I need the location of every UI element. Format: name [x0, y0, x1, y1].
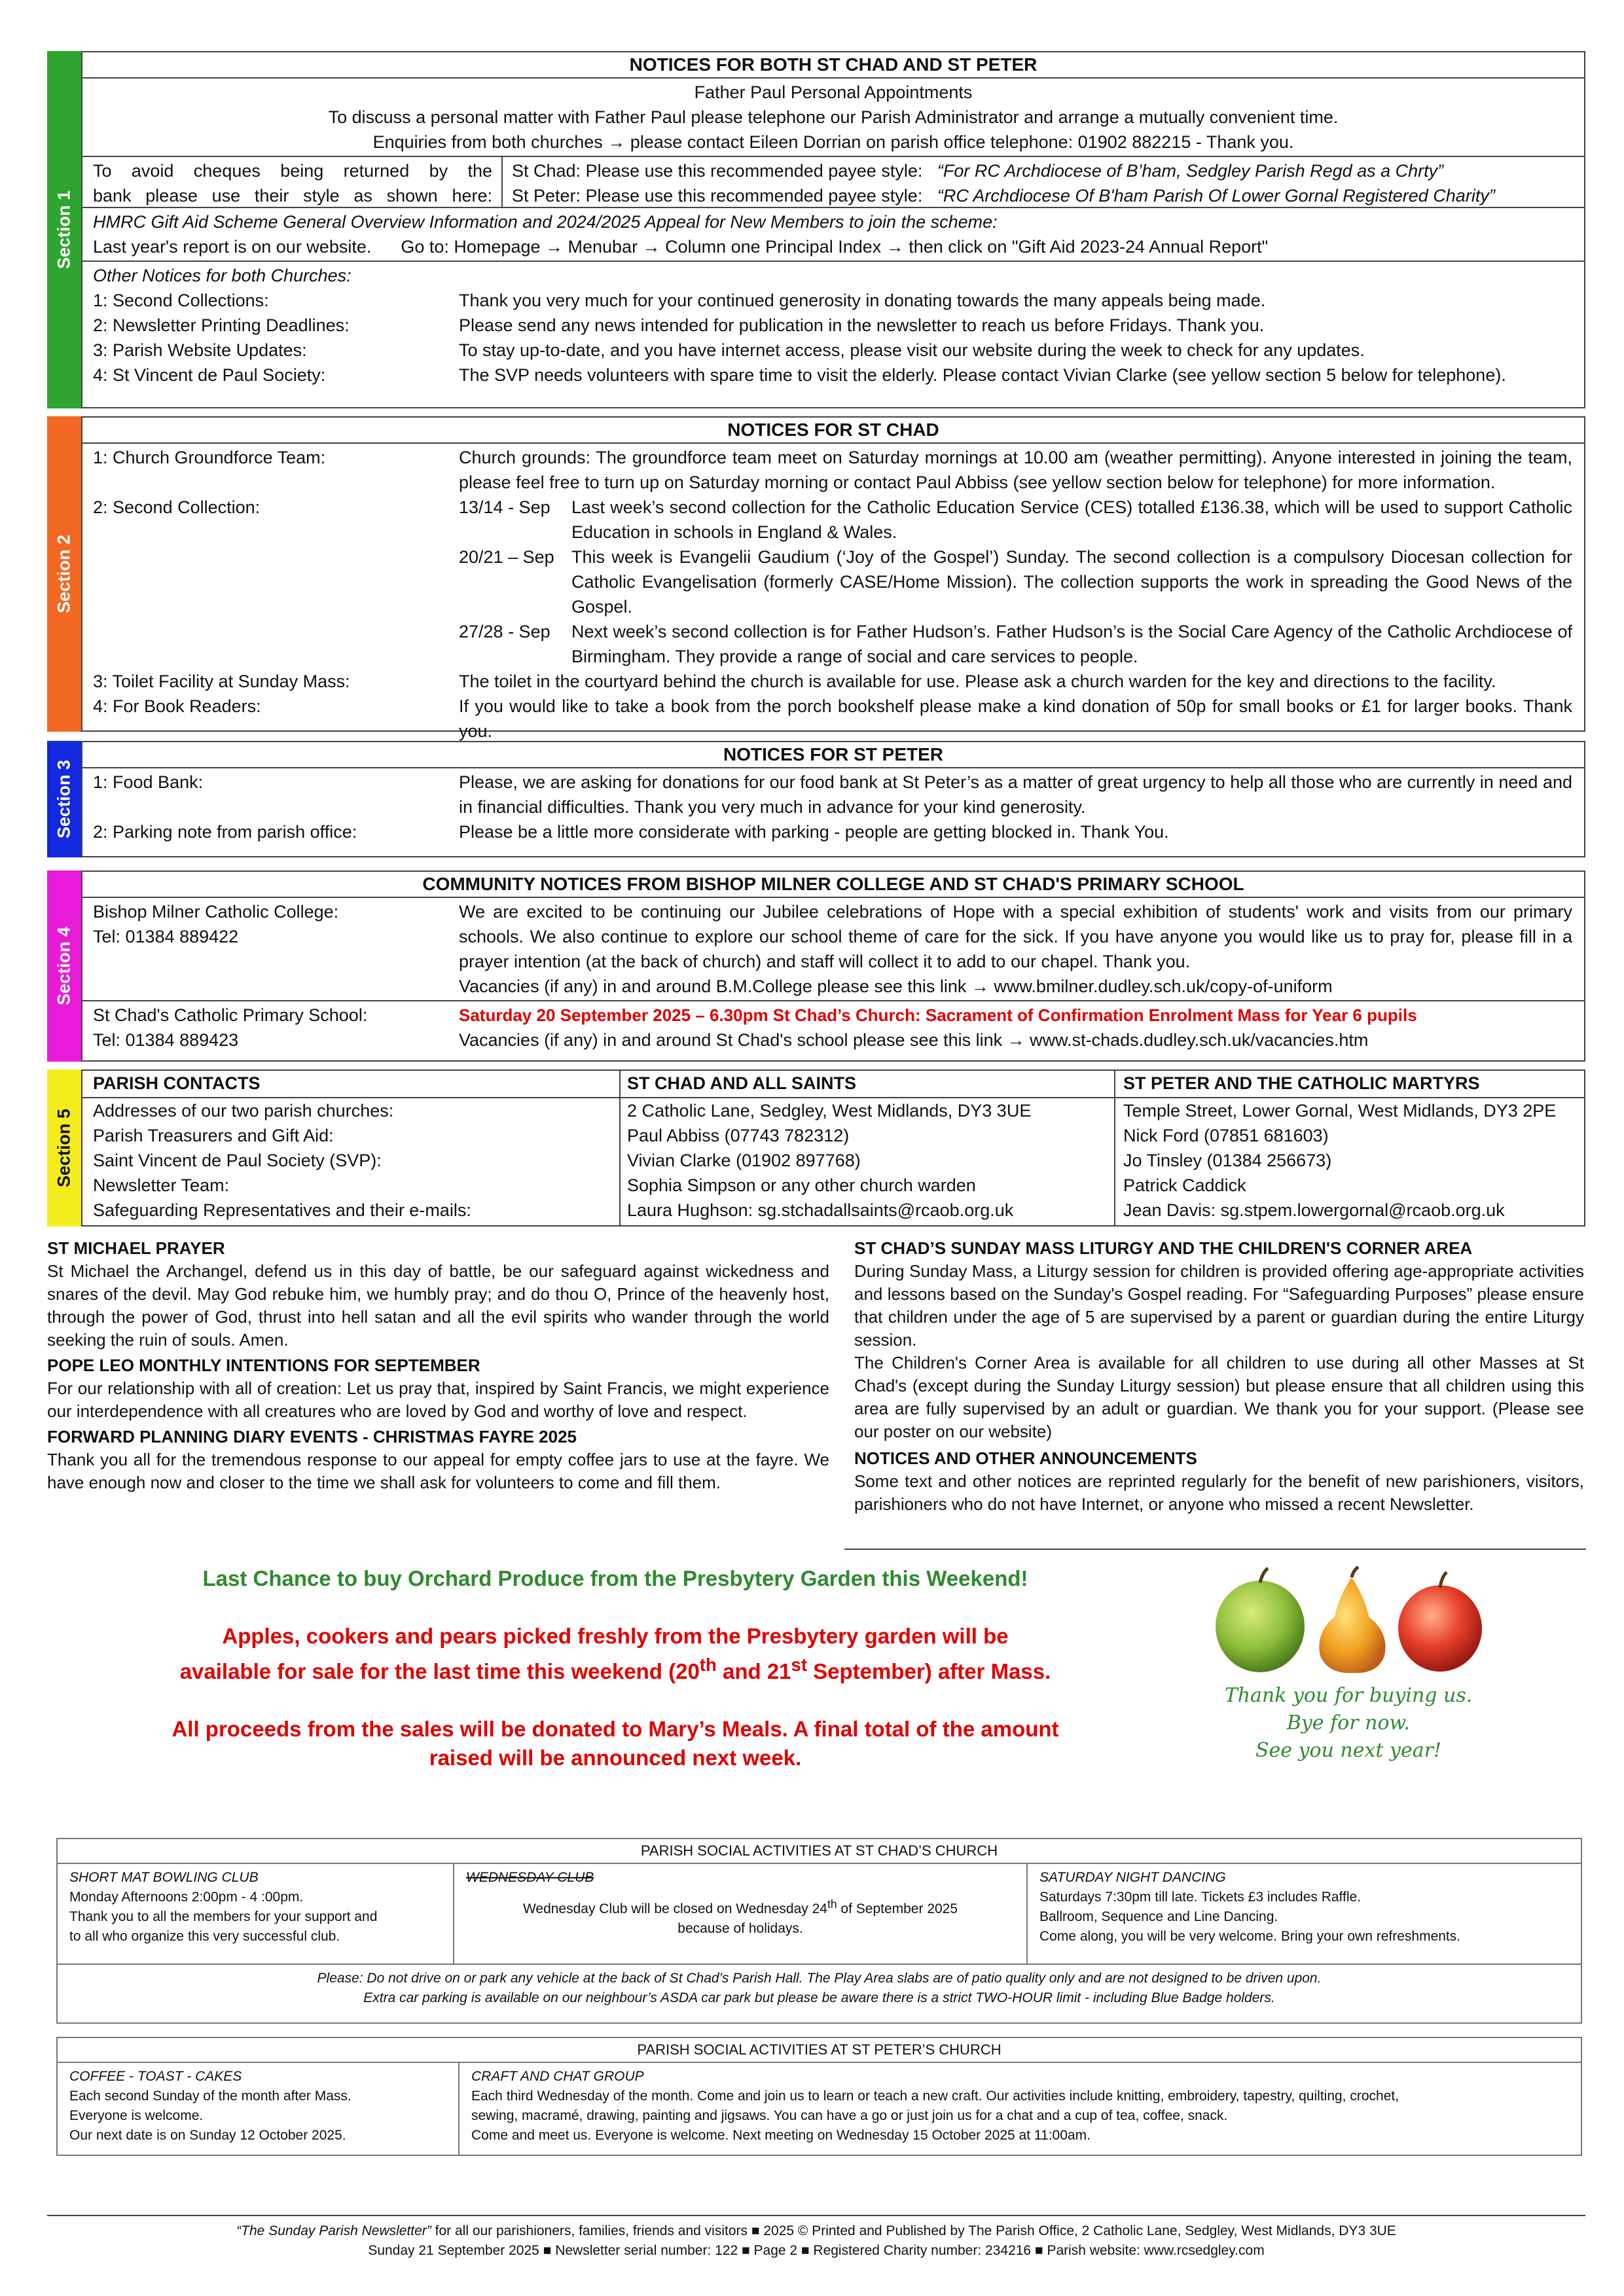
- christmas-fayre-text: Thank you all for the tremendous response to our appeal for empty coffee jars to use at the fayre. We have enough now and closer to the time we shall ask for volunteers to come and fill them.: [47, 1450, 829, 1492]
- food-bank-notice: 1: Food Bank: Please, we are asking for donations for our food bank at St Peter’s as a matter of great urgency to help all those who are currently in need and in financial difficulties. Thank you very much in advance for your kind generosity.: [93, 772, 1572, 817]
- section-1: [47, 51, 1585, 408]
- section-5: [47, 1069, 1585, 1227]
- st-chad-contacts: 2 Catholic Lane, Sedgley, West Midlands, DY3 3UE Paul Abbiss (07743 782312) Vivian Clarke (01902 897768) Sophia Simpson or any other church warden Laura Hughson: sg.stchadallsaints@rcaob.org.uk: [627, 1101, 1032, 1220]
- orchard-notice: [79, 1564, 1152, 1772]
- section-3-title: NOTICES FOR ST PETER: [82, 742, 1584, 768]
- toilet-notice: 3: Toilet Facility at Sunday Mass: The toilet in the courtyard behind the church is available for use. Please ask a church warden for the key and directions to the facility.: [93, 672, 1496, 691]
- column-divider: [844, 1549, 1586, 1550]
- st-michael-heading: ST MICHAEL PRAYER: [47, 1238, 225, 1258]
- bowling-club: SHORT MAT BOWLING CLUB Monday Afternoons 2:00pm - 4 :00pm. Thank you to all the members for your support and to all who organize this very successful club.: [69, 1870, 378, 1944]
- pope-leo-text: For our relationship with all of creation: Let us pray that, inspired by Saint Francis, we might experience our interdependence with all creatures who are loved by God and worthy of love and respect.: [47, 1378, 829, 1421]
- announcements-heading: NOTICES AND OTHER ANNOUNCEMENTS: [854, 1448, 1197, 1468]
- contact-labels: Addresses of our two parish churches: Parish Treasurers and Gift Aid: Saint Vincent de Paul Society (SVP): Newsletter Team: Safeguarding Representatives and their e-mails:: [93, 1101, 471, 1220]
- section-3-tab: Section 3: [47, 741, 81, 857]
- st-peter-social-activities: [56, 2037, 1582, 2156]
- fruit-illustration: [1211, 1564, 1492, 1676]
- saturday-dancing: SATURDAY NIGHT DANCING Saturdays 7:30pm till late. Tickets £3 includes Raffle. Ballroom, Sequence and Line Dancing. Come along, you will be very welcome. Bring your own refreshments.: [1039, 1870, 1461, 1944]
- cheque-payee-row: To avoid cheques being returned by the bank please use their style as shown here: St Chad: Please use this recommended payee style: “For RC Archdiocese of B’ham, Sedgley Parish Regd as a Chrty” St Peter: Please use this recommended payee style: “RC Archdiocese Of B'ham Parish Of Lower Gornal Registered Charity”: [82, 157, 1584, 208]
- st-peter-social-title: PARISH SOCIAL ACTIVITIES AT ST PETER’S CHURCH: [58, 2038, 1581, 2063]
- orchard-title: Last Chance to buy Orchard Produce from the Presbytery Garden this Weekend!: [202, 1566, 1028, 1590]
- groundforce-notice: 1: Church Groundforce Team: Church grounds: The groundforce team meet on Saturday mornings at 10.00 am (weather permitting). Anyone interested in joining the team, please feel free to turn up on Saturday morning or contact Paul Abbiss (see yellow section below for telephone) for more information.: [93, 448, 1572, 492]
- section-2-tab: Section 2: [47, 416, 81, 732]
- gift-aid-row: HMRC Gift Aid Scheme General Overview Information and 2024/2025 Appeal for New Members to join the scheme: Last year's report is on our website. Go to: Homepage → Menubar → Column one Principal Index → then click on "Gift Aid 2023-24 Annual Report": [82, 208, 1584, 262]
- liturgy-text: During Sunday Mass, a Liturgy session for children is provided offering age-appropriate activities and lessons based on the Sunday's Gospel reading. For “Safeguarding Purposes” please ensure that children under the age of 5 are supervised by a parent or guardian during the entire Liturgy session.: [854, 1261, 1584, 1350]
- st-michael-prayer: St Michael the Archangel, defend us in this day of battle, be our safeguard against wickedness and snares of the devil. May God rebuke him, we humbly pray; and do thou O, Prince of the heavenly host, through the power of God, thrust into hell satan and all the evil spirits who wander through the world seeking the ruin of souls. Amen.: [47, 1261, 829, 1350]
- coffee-toast-cakes: COFFEE - TOAST - CAKES Each second Sunday of the month after Mass. Everyone is welcome. Our next date is on Sunday 12 October 2025.: [69, 2069, 352, 2143]
- orchard-text-1: Apples, cookers and pears picked freshly from the Presbytery garden will be available for sale for the last time this weekend (20th and 21st September) after Mass.: [179, 1624, 1051, 1683]
- section-4: [47, 870, 1585, 1062]
- father-paul-appointments: Father Paul Personal Appointments To discuss a personal matter with Father Paul please telephone our Parish Administrator and arrange a mutually convenient time. Enquiries from both churches → please contact Eileen Dorrian on parish office telephone: 01902 882215 - Thank you.: [82, 79, 1584, 157]
- contacts-header: PARISH CONTACTS: [93, 1073, 261, 1093]
- section-5-tab: Section 5: [47, 1069, 81, 1227]
- craft-and-chat: CRAFT AND CHAT GROUP Each third Wednesday of the month. Come and join us to learn or teach a new craft. Our activities include knitting, embroidery, tapestry, quilting, crochet, sewing, macramé, drawing, painting and jigsaws. You can have a go or just join us for a chat and a cup of tea, coffee, snack. Come and meet us. Everyone is welcome. Next meeting on Wednesday 15 October 2025 at 11:00am.: [471, 2069, 1399, 2143]
- section-1-tab: Section 1: [47, 51, 81, 408]
- section-2: [47, 416, 1585, 741]
- section-4-tab: Section 4: [47, 870, 81, 1062]
- section-2-title: NOTICES FOR ST CHAD: [82, 418, 1584, 444]
- st-chads-school-notice: St Chad's Catholic Primary School: Tel: 01384 889423 Saturday 20 September 2025 – 6.30pm St Chad’s Church: Sacrament of Confirmation Enrolment Mass for Year 6 pupils Vacancies (if any) in and around St Chad's school please see this link → www.st-chads.dudley.sch.uk/vacancies.htm: [93, 1005, 1417, 1050]
- st-peter-header: ST PETER AND THE CATHOLIC MARTYRS: [1123, 1073, 1480, 1093]
- section-4-title: COMMUNITY NOTICES FROM BISHOP MILNER COLLEGE AND ST CHAD'S PRIMARY SCHOOL: [82, 872, 1584, 898]
- footer-rule: [47, 2215, 1585, 2216]
- announcements-text: Some text and other notices are reprinted regularly for the benefit of new parishioners, visitors, parishioners who do not have Internet, or anyone who missed a recent Newsletter.: [854, 1471, 1584, 1514]
- christmas-fayre-heading: FORWARD PLANNING DIARY EVENTS - CHRISTMAS FAYRE 2025: [47, 1427, 577, 1446]
- st-chad-header: ST CHAD AND ALL SAINTS: [627, 1073, 856, 1093]
- parking-warning: Please: Do not drive on or park any vehicle at the back of St Chad’s Parish Hall. The Play Area slabs are of patio quality only and are not designed to be driven upon. Extra car parking is available on our neighbour’s ASDA car park but please be aware there is a strict TWO-HOUR limit - including Blue Badge holders.: [317, 1971, 1322, 2005]
- left-column: [47, 1237, 829, 1494]
- orchard-text-2: All proceeds from the sales will be donated to Mary’s Meals. A final total of the amount raised will be announced next week.: [171, 1717, 1059, 1770]
- fruit-caption: Thank you for buying us. Bye for now. See you next year!: [1224, 1684, 1473, 1762]
- other-notices: Other Notices for both Churches: 1: Second Collections: Thank you very much for your continued generosity in donating towards the many appeals being made. 2: Newsletter Printing Deadlines: Please send any news intended for publication in the newsletter to reach us before Fridays. Thank you. 3: Parish Website Updates: To stay up-to-date, and you have internet access, please visit our website during the week to check for any updates. 4: St Vincent de Paul Society: The SVP needs volunteers with spare time to visit the elderly. Please contact Vivian Clarke (see yellow section 5 below for telephone).: [93, 266, 1506, 385]
- section-1-title: NOTICES FOR BOTH ST CHAD AND ST PETER: [82, 52, 1584, 79]
- wednesday-club: WEDNESDAY CLUB Wednesday Club will be closed on Wednesday 24th of September 2025 because of holidays.: [466, 1870, 958, 1936]
- st-chad-social-activities: [56, 1838, 1582, 2024]
- childrens-corner-text: The Children's Corner Area is available for all children to use during all other Masses at St Chad's (except during the Sunday Liturgy session) but please ensure that all children using this area are fully supervised by an adult or guardian. We thank you for your support. (Please see our poster on our website): [854, 1353, 1584, 1441]
- liturgy-heading: ST CHAD’S SUNDAY MASS LITURGY AND THE CHILDREN'S CORNER AREA: [854, 1238, 1473, 1258]
- bishop-milner-notice: Bishop Milner Catholic College: Tel: 01384 889422 We are excited to be continuing our Jubilee celebrations of Hope with a special exhibition of students' work and visits from our primary schools. We also continue to explore our school theme of care for the sick. If you have anyone you would like us to pray for, please fill in a prayer intention (at the back of church) and staff will collect it to add to our chapel. Thank you. Vacancies (if any) in and around B.M.College please see this link → www.bmilner.dudley.sch.uk/copy-of-uniform: [82, 898, 1584, 1001]
- st-chad-social-title: PARISH SOCIAL ACTIVITIES AT ST CHAD’S CHURCH: [58, 1839, 1581, 1864]
- footer: “The Sunday Parish Newsletter” for all our parishioners, families, friends and visitors ■ 2025 © Printed and Published by The Parish Office, 2 Catholic Lane, Sedgley, West Midlands, DY3 3UE Sunday 21 September 2025 ■ Newsletter serial number: 122 ■ Page 2 ■ Registered Charity number: 234216 ■ Parish website: www.rcsedgley.com: [236, 2223, 1396, 2258]
- parking-notice: 2: Parking note from parish office: Please be a little more considerate with parking - people are getting blocked in. Thank You.: [93, 822, 1169, 842]
- second-collection-notice: 2: Second Collection: 13/14 - Sep Last week’s second collection for the Catholic Education Service (CES) totalled £136.38, which will be used to support Catholic Education in schools in England & Wales. 20/21 – Sep This week is Evangelii Gaudium (‘Joy of the Gospel’) Sunday. The second collection is a compulsory Diocesan collection for Catholic Evangelisation (formerly CASE/Home Mission). The collection supports the work in spreading the Good News of the Gospel. 27/28 - Sep Next week’s second collection is for Father Hudson’s. Father Hudson’s is the Social Care Agency of the Catholic Archdiocese of Birmingham. They provide a range of social and care services to people.: [93, 497, 1572, 666]
- pope-leo-heading: POPE LEO MONTHLY INTENTIONS FOR SEPTEMBER: [47, 1355, 480, 1375]
- book-readers-notice: 4: For Book Readers: If you would like to take a book from the porch bookshelf please make a kind donation of 50p for small books or £1 for larger books. Thank you.: [93, 696, 1572, 741]
- st-peter-contacts: Temple Street, Lower Gornal, West Midlands, DY3 2PE Nick Ford (07851 681603) Jo Tinsley (01384 256673) Patrick Caddick Jean Davis: sg.stpem.lowergornal@rcaob.org.uk: [1123, 1101, 1557, 1220]
- right-column: [854, 1237, 1584, 1516]
- section-3: [47, 741, 1585, 857]
